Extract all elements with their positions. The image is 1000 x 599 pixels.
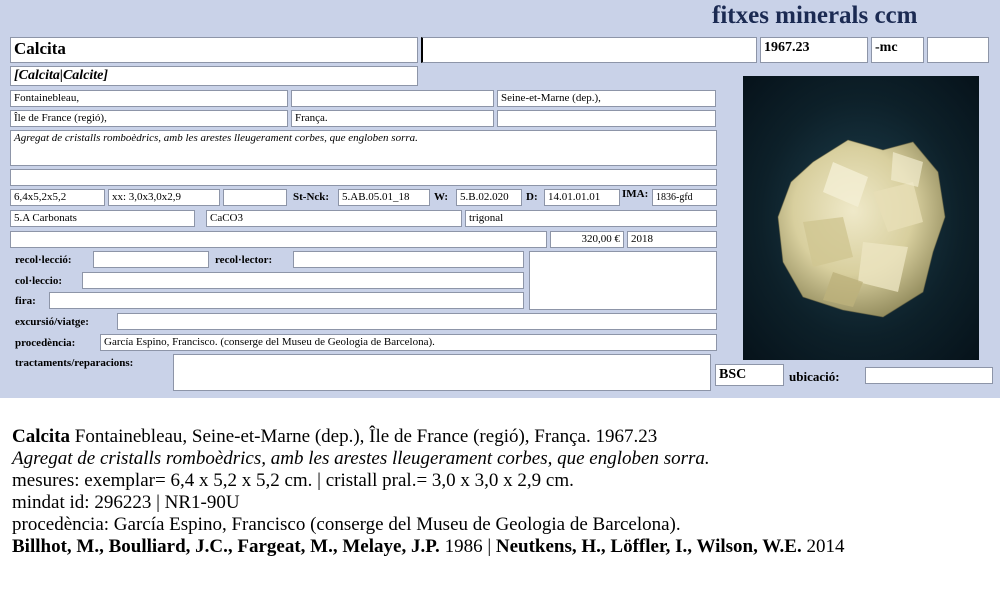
excursion-field[interactable] [117,313,717,330]
location-field[interactable] [865,367,993,384]
caption-mindat: mindat id: 296223 | NR1-90U [12,492,240,513]
provenance-field[interactable]: García Espino, Francisco. (conserge del Museu de Geologia de Barcelona). [100,334,717,351]
caption-name: Calcita [12,426,71,447]
w-field[interactable]: 5.B.02.020 [456,189,522,206]
suffix-field[interactable]: -mc [871,37,924,63]
synonyms-field[interactable]: [Calcita|Calcite] [10,66,418,86]
ref1-authors: Billhot, M., Boulliard, J.C., Fargeat, M., Melaye, J.P. [12,536,440,557]
region-blank-field[interactable] [497,110,716,127]
calcite-specimen-image [773,132,953,322]
location-label: ubicació: [789,369,840,384]
recollector-label: recol·lector: [215,254,273,266]
locality-blank-field[interactable] [291,90,494,107]
system-field[interactable]: trigonal [465,210,717,227]
description-field[interactable]: Agregat de cristalls romboèdrics, amb les arestes lleugerament corbes, que engloben sorra. [10,130,717,166]
caption-locality: Fontainebleau, Seine-et-Marne (dep.), Île de France (regió), França. 1967.23 [70,426,658,447]
stnck-field[interactable]: 5.AB.05.01_18 [338,189,430,206]
caption-references [12,536,997,558]
brand-title: fitxes minerals ccm [712,2,918,29]
fair-field[interactable] [49,292,524,309]
fair-label: fira: [15,295,36,307]
formula-field[interactable]: CaCO3 [206,210,462,227]
caption-provenance: procedència: García Espino, Francisco (conserge del Museu de Geologia de Barcelona). [12,514,681,535]
year-field[interactable]: 2018 [627,231,717,248]
blank-wide-field[interactable] [10,169,717,186]
ref2-year: 2014 [801,536,845,557]
name-field[interactable]: Calcita [10,37,418,63]
recollector-field[interactable] [293,251,524,268]
treatments-field[interactable] [173,354,711,391]
excursion-label: excursió/viatge: [15,316,89,328]
specimen-photo [743,76,979,360]
provenance-label: procedència: [15,337,76,349]
collection-field[interactable] [82,272,524,289]
recollection-label: recol·lecció: [15,254,72,266]
ima-field[interactable]: 1836-gfd [652,189,717,206]
notes-box[interactable] [529,251,717,310]
size-crystal-field[interactable]: xx: 3,0x3,0x2,9 [108,189,220,206]
d-label: D: [526,191,538,203]
catalog-number-field[interactable]: 1967.23 [760,37,868,63]
price-blank-field[interactable] [10,231,547,248]
caption-block [12,426,997,558]
recollection-field[interactable] [93,251,209,268]
region-field[interactable]: Île de France (regió), [10,110,288,127]
class-field[interactable]: 5.A Carbonats [10,210,195,227]
collection-label: col·leccio: [15,275,63,287]
price-field[interactable]: 320,00 € [550,231,624,248]
caption-measures: mesures: exemplar= 6,4 x 5,2 x 5,2 cm. | cristall pral.= 3,0 x 3,0 x 2,9 cm. [12,470,574,491]
stnck-label: St-Nck: [293,191,330,203]
w-label: W: [434,191,449,203]
locality2-field[interactable]: Seine-et-Marne (dep.), [497,90,716,107]
ref1-year: 1986 | [439,536,496,557]
caption-description: Agregat de cristalls romboèdrics, amb les arestes lleugerament corbes, que engloben sorra. [12,448,710,469]
extra-field[interactable] [927,37,989,63]
size-blank-field[interactable] [223,189,287,206]
locality1-field[interactable]: Fontainebleau, [10,90,288,107]
ima-label: IMA: [622,188,649,200]
bsc-field[interactable]: BSC [715,364,784,386]
treatments-label: tractaments/reparacions: [15,357,134,369]
country-field[interactable]: França. [291,110,494,127]
blank-field-top[interactable] [421,37,757,63]
ref2-authors: Neutkens, H., Löffler, I., Wilson, W.E. [495,536,802,557]
d-field[interactable]: 14.01.01.01 [544,189,620,206]
caption-title-line [12,426,997,448]
size-specimen-field[interactable]: 6,4x5,2x5,2 [10,189,105,206]
